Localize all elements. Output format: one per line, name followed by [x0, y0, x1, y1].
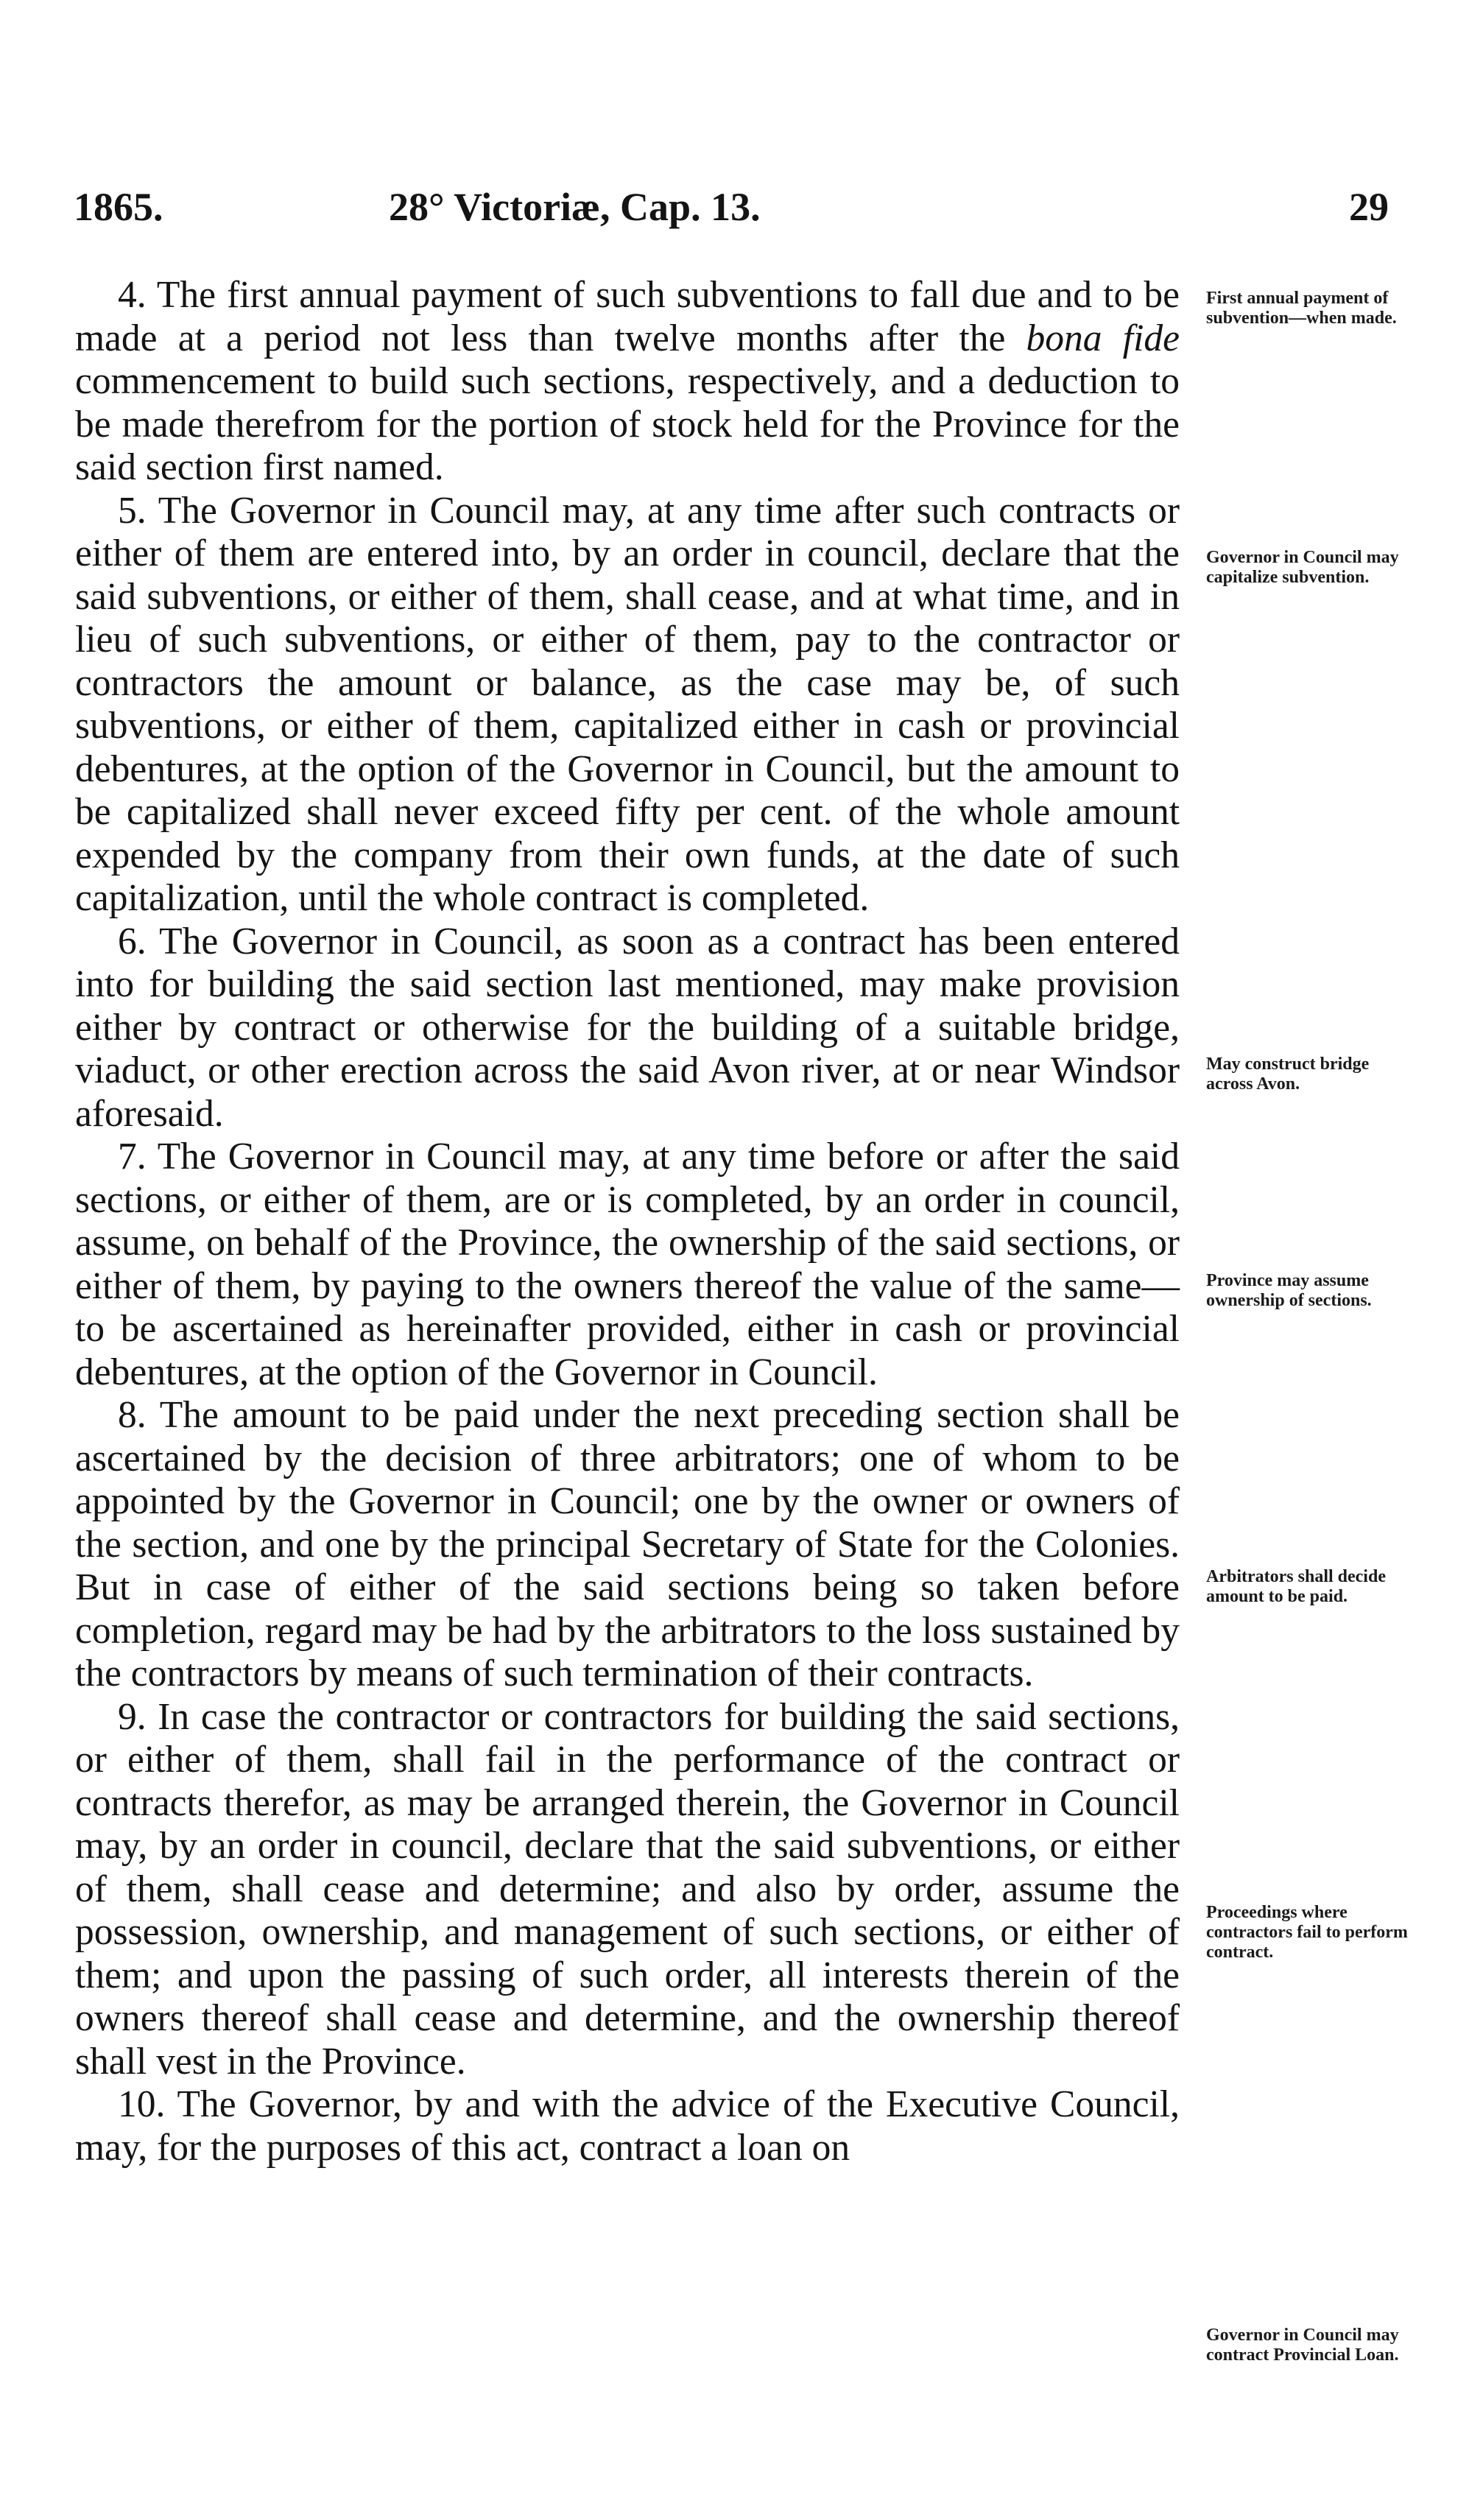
section-text: The Governor in Council may, at any time after such contracts or either of them are entered into, by an order in council, declare that the said subventions, or either of them, shall cease, and at what time, and in lieu of such subventions, or either of them, pay to the contractor or contractors the amount or balance, as the case may be, of such subventions, or either of them, capitalized either in cash or provincial debentures, at the option of the Governor in Council, but the amount to be capitalized shall never exceed fifty per cent. of the whole amount expended by the company from their own funds, at the date of such capitalization, until the whole contract is completed.	[75, 489, 1180, 919]
section-number: 10.	[118, 2083, 166, 2125]
section-text: The Governor in Council may, at any time before or after the said sections, or either of them, are or is completed, by an order in council, assume, on behalf of the Province, the ownership of the said sections, or either of them, by paying to the owners thereof the value of the same—to be ascertained as hereinafter provided, either in cash or provincial debentures, at the option of the Governor in Council.	[75, 1136, 1180, 1393]
section-text-italic: bona fide	[1026, 317, 1180, 359]
section-text: The Governor, by and with the advice of the Executive Council, may, for the purposes of this act, contract a loan on	[75, 2083, 1180, 2169]
section-5	[75, 490, 1180, 921]
margin-note: Proceedings where contractors fail to perform contract.	[1206, 1903, 1408, 1962]
margin-note: May construct bridge across Avon.	[1206, 1055, 1370, 1094]
margin-note: Arbitrators shall decide amount to be paid.	[1206, 1567, 1386, 1606]
act-body	[75, 274, 1180, 2169]
section-text: The first annual payment of such subventions to fall due and to be made at a period not less than twelve months after the	[75, 274, 1180, 359]
page-header	[74, 184, 1399, 243]
section-number: 5.	[118, 489, 147, 532]
margin-note: Governor in Council may capitalize subvention.	[1206, 548, 1399, 587]
page-number: 29	[1349, 185, 1389, 229]
section-10	[75, 2083, 1180, 2169]
margin-note: First annual payment of subvention—when made.	[1206, 289, 1397, 328]
section-number: 8.	[118, 1394, 147, 1436]
section-9	[75, 1696, 1180, 2084]
section-7	[75, 1136, 1180, 1394]
section-8	[75, 1394, 1180, 1696]
section-6	[75, 921, 1180, 1136]
section-text: The Governor in Council, as soon as a contract has been entered into for building the said section last mentioned, may make provision either by contract or otherwise for the building of a suitable bridge, viaduct, or other erection across the said Avon river, at or near Windsor aforesaid.	[75, 920, 1180, 1135]
section-number: 7.	[118, 1136, 147, 1178]
header-year: 1865.	[74, 185, 163, 229]
header-title: 28° Victoriæ, Cap. 13.	[389, 185, 761, 229]
section-text: commencement to build such sections, respectively, and a deduction to be made therefrom for the portion of stock held for the Province for the said section first named.	[75, 360, 1180, 488]
margin-note: Province may assume ownership of sections.	[1206, 1271, 1372, 1310]
section-4	[75, 274, 1180, 490]
section-number: 4.	[118, 274, 147, 316]
section-number: 6.	[118, 920, 147, 962]
section-number: 9.	[118, 1695, 147, 1738]
section-text: The amount to be paid under the next preceding section shall be ascertained by the decision of three arbitrators; one of whom to be appointed by the Governor in Council; one by the owner or owners of the section, and one by the principal Secretary of State for the Colonies. But in case of either of the said sections being so taken before completion, regard may be had by the arbitrators to the loss sustained by the contractors by means of such termination of their contracts.	[75, 1394, 1180, 1694]
section-text: In case the contractor or contractors for building the said sections, or either of them, shall fail in the performance of the contract or contracts therefor, as may be arranged therein, the Governor in Council may, by an order in council, declare that the said subventions, or either of them, shall cease and determine; and also by order, assume the possession, ownership, and management of such sections, or either of them; and upon the passing of such order, all interests therein of the owners thereof shall cease and determine, and the ownership thereof shall vest in the Province.	[75, 1695, 1180, 2083]
margin-note: Governor in Council may contract Provincial Loan.	[1206, 2326, 1399, 2365]
